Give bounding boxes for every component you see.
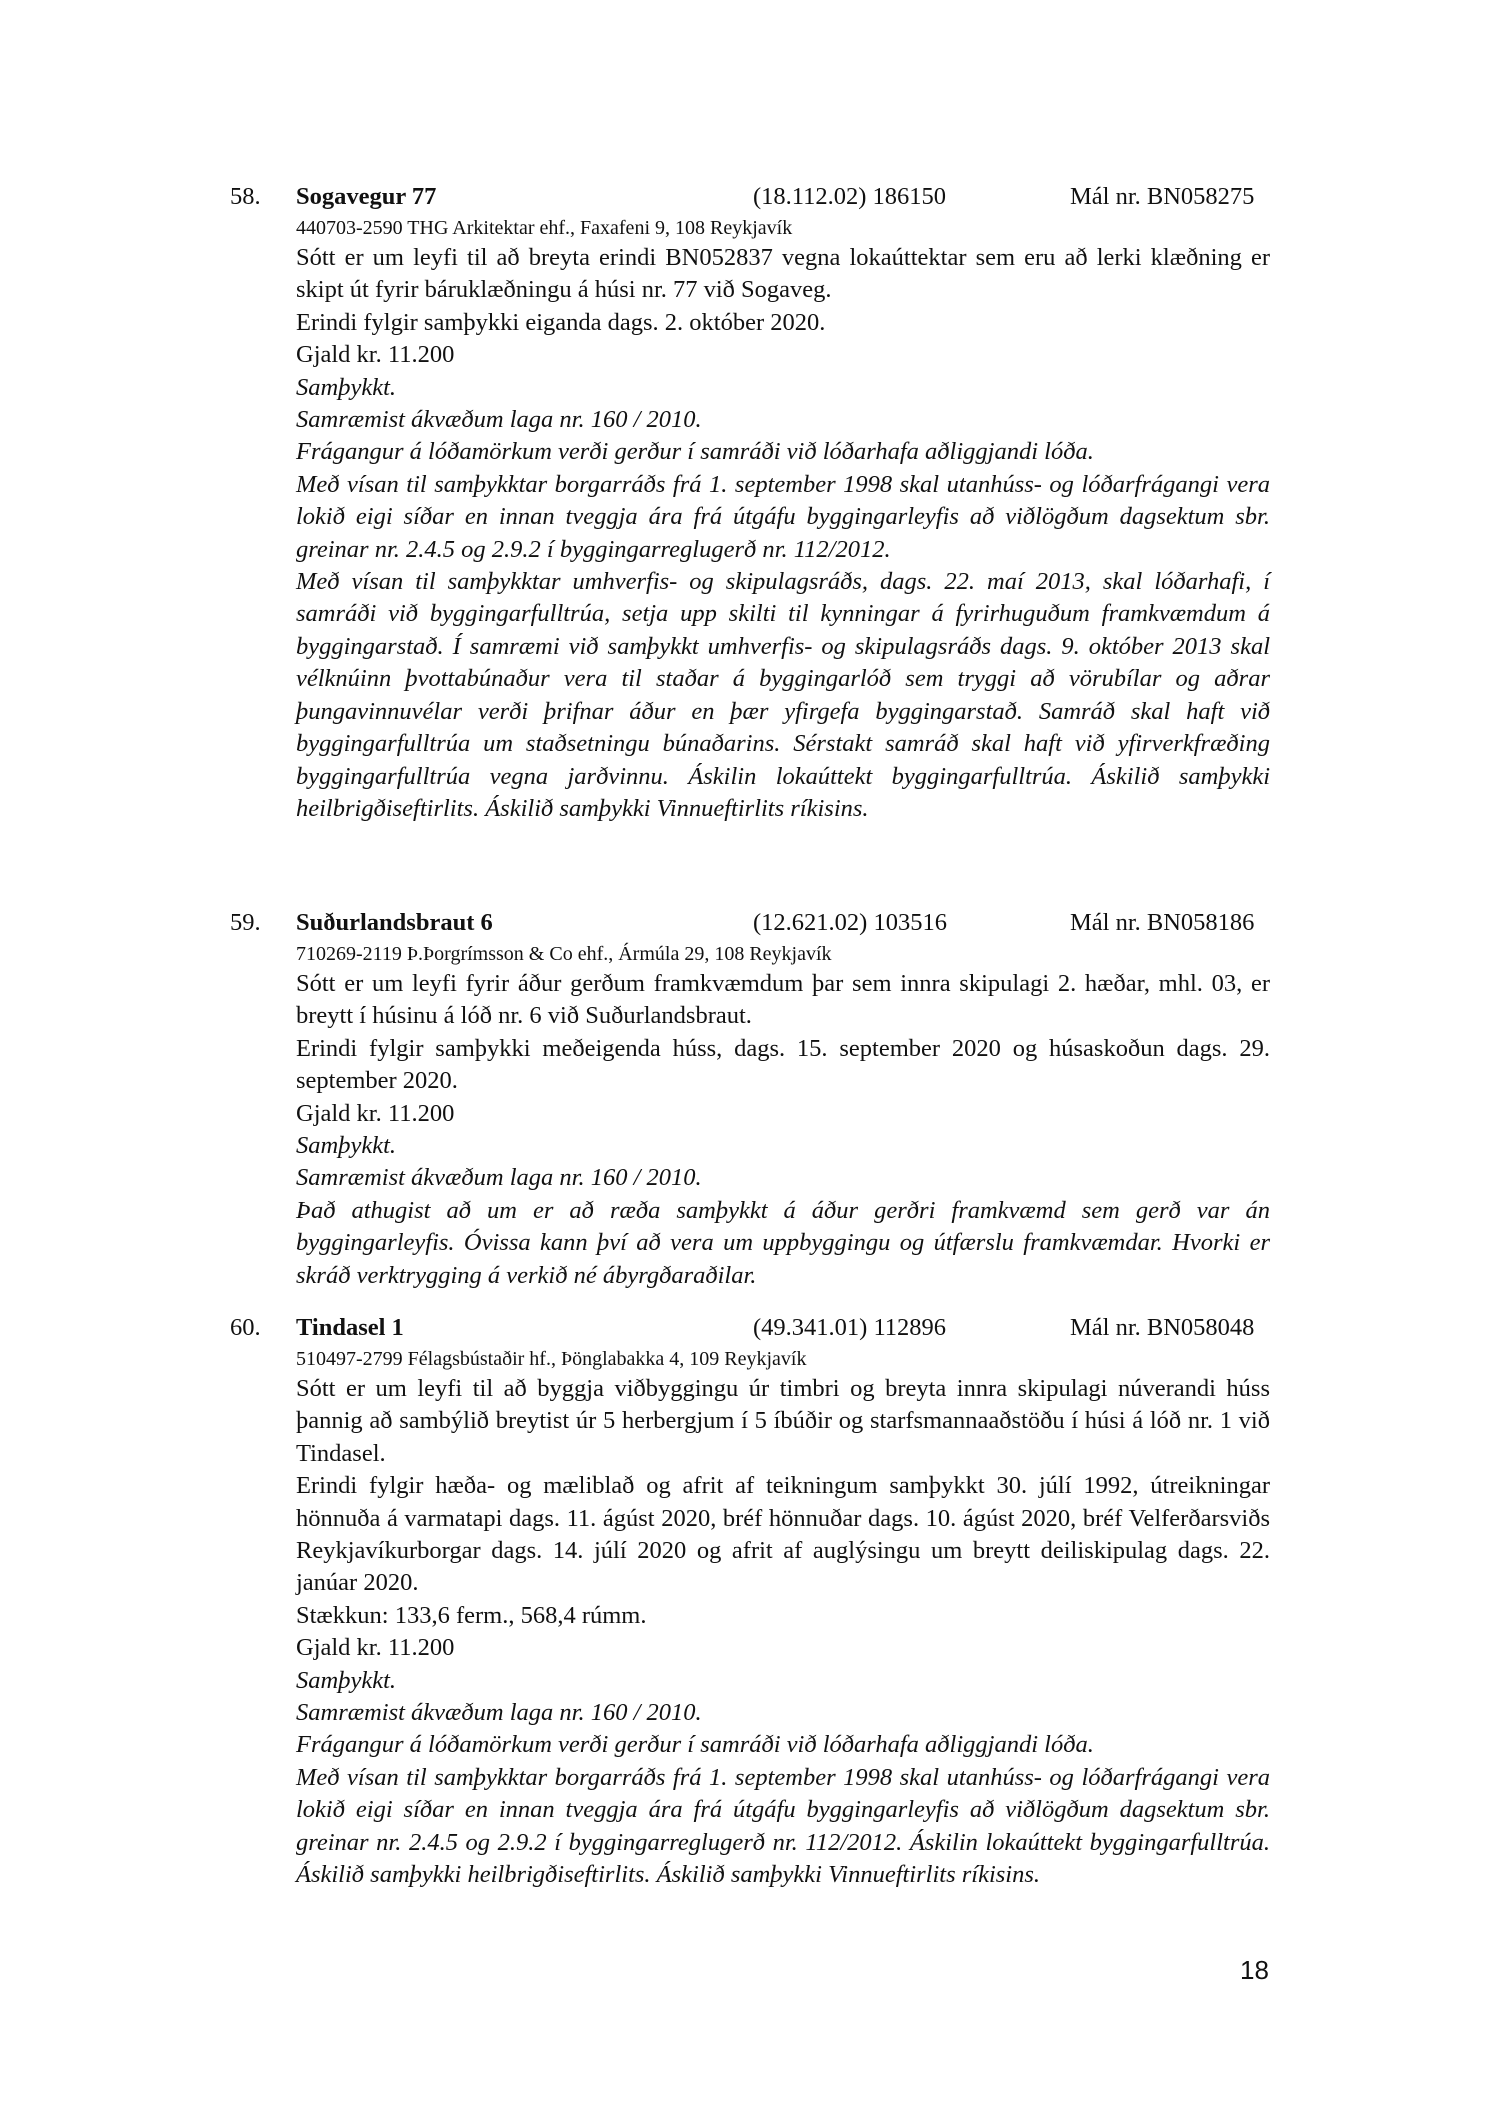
paragraph: Samræmist ákvæðum laga nr. 160 / 2010.: [296, 1699, 702, 1727]
property-code: (18.112.02) 186150: [753, 183, 947, 210]
paragraph: Samþykkt.: [296, 1666, 396, 1694]
entry-number: 59.: [230, 909, 261, 936]
paragraph: Samræmist ákvæðum laga nr. 160 / 2010.: [296, 406, 702, 434]
paragraph: Gjald kr. 11.200: [296, 1634, 455, 1662]
paragraph: Sótt er um leyfi fyrir áður gerðum framkvæmdum þar sem innra skipulagi 2. hæðar, mhl. 03, er breytt í húsinu á lóð nr. 6 við Suðurlandsbraut.: [296, 970, 1270, 1030]
applicant: 510497-2799 Félagsbústaðir hf., Þönglabakka 4, 109 Reykjavík: [296, 1348, 807, 1370]
paragraph: Sótt er um leyfi til að breyta erindi BN052837 vegna lokaúttektar sem eru að lerki klæðning er skipt út fyrir báruklæðningu á húsi nr. 77 við Sogaveg.: [296, 244, 1270, 304]
property-code: (12.621.02) 103516: [753, 909, 947, 936]
paragraph: Sótt er um leyfi til að byggja viðbyggingu úr timbri og breyta innra skipulagi núverandi húss þannig að sambýlið breytist úr 5 herbergjum í 5 íbúðir og starfsmannaaðstöðu í húsi á lóð nr. 1 við Tindasel.: [296, 1375, 1270, 1467]
paragraph: Með vísan til samþykktar borgarráðs frá 1. september 1998 skal utanhúss- og lóðarfrágangi vera lokið eigi síðar en innan tveggja ára frá útgáfu byggingarleyfis að viðlögðum dagsektum sbr. greinar nr. 2.4.5 og 2.9.2 í byggingarreglugerð nr. 112/2012.: [296, 470, 1270, 563]
paragraph: Erindi fylgir samþykki meðeigenda húss, dags. 15. september 2020 og húsaskoðun dags. 29. september 2020.: [296, 1034, 1270, 1095]
paragraph: Erindi fylgir hæða- og mæliblað og afrit af teikningum samþykkt 30. júlí 1992, útreikningar hönnuða á varmatapi dags. 11. ágúst 2020, bréf hönnuðar dags. 10. ágúst 2020, bréf Velferðarsviðs Reykjavíkurborgar dags. 14. júlí 2020 og afrit af auglýsingu um breytt deiliskipulag dags. 22. janúar 2020.: [296, 1472, 1270, 1597]
entry-60: [230, 1311, 1270, 1892]
paragraph: Með vísan til samþykktar umhverfis- og skipulagsráðs, dags. 22. maí 2013, skal lóðarhafi, í samráði við byggingarfulltrúa, setja upp skilti til kynningar á fyrirhuguðum framkvæmdum á byggingarstað. Í samræmi við samþykkt umhverfis- og skipulagsráðs dags. 9. október 2013 skal vélknúinn þvottabúnaður vera til staðar á byggingarlóð sem tryggi að vörubílar og aðrar þungavinnuvélar verði þrifnar áður en þær yfirgefa byggingarstað. Samráð skal haft við byggingarfulltrúa um staðsetningu búnaðarins. Sérstakt samráð skal haft við yfirverkfræðing byggingarfulltrúa vegna jarðvinnu. Áskilin lokaúttekt byggingarfulltrúa. Áskilið samþykki heilbrigðiseftirlits. Áskilið samþykki Vinnueftirlits ríkisins.: [296, 568, 1270, 822]
case-number: Mál nr. BN058275: [1070, 183, 1255, 210]
entry-header: [230, 906, 1270, 940]
entry-59: [230, 906, 1270, 1292]
applicant: 710269-2119 Þ.Þorgrímsson & Co ehf., Ármúla 29, 108 Reykjavík: [296, 943, 832, 965]
entry-number: 58.: [230, 183, 261, 210]
paragraph: Stækkun: 133,6 ferm., 568,4 rúmm.: [296, 1601, 647, 1629]
entry-header: [230, 180, 1270, 214]
entry-address: Suðurlandsbraut 6: [296, 909, 493, 936]
paragraph: Gjald kr. 11.200: [296, 1099, 455, 1127]
entry-header: [230, 1311, 1270, 1345]
entry-number: 60.: [230, 1314, 261, 1341]
page-number: 18: [1240, 1955, 1269, 1985]
case-number: Mál nr. BN058048: [1070, 1314, 1255, 1341]
paragraph: Frágangur á lóðamörkum verði gerður í samráði við lóðarhafa aðliggjandi lóða.: [296, 438, 1094, 466]
paragraph: Með vísan til samþykktar borgarráðs frá 1. september 1998 skal utanhúss- og lóðarfrágangi vera lokið eigi síðar en innan tveggja ára frá útgáfu byggingarleyfis að viðlögðum dagsektum sbr. greinar nr. 2.4.5 og 2.9.2 í byggingarreglugerð nr. 112/2012. Áskilin lokaúttekt byggingarfulltrúa. Áskilið samþykki heilbrigðiseftirlits. Áskilið samþykki Vinnueftirlits ríkisins.: [296, 1763, 1270, 1889]
paragraph: Samþykkt.: [296, 373, 396, 401]
entry-address: Tindasel 1: [296, 1314, 404, 1341]
applicant: 440703-2590 THG Arkitektar ehf., Faxafeni 9, 108 Reykjavík: [296, 217, 793, 239]
paragraph: Samþykkt.: [296, 1132, 396, 1160]
paragraph: Frágangur á lóðamörkum verði gerður í samráði við lóðarhafa aðliggjandi lóða.: [296, 1731, 1094, 1759]
paragraph: Það athugist að um er að ræða samþykkt á áður gerðri framkvæmd sem gerð var án byggingarleyfis. Óvissa kann því að vera um uppbyggingu og útfærslu framkvæmdar. Hvorki er skráð verktrygging á verkið né ábyrgðaraðilar.: [296, 1196, 1270, 1289]
paragraph: Erindi fylgir samþykki eiganda dags. 2. október 2020.: [296, 308, 826, 336]
paragraph: Gjald kr. 11.200: [296, 341, 455, 369]
property-code: (49.341.01) 112896: [753, 1314, 947, 1341]
entry-address: Sogavegur 77: [296, 183, 437, 210]
paragraph: Samræmist ákvæðum laga nr. 160 / 2010.: [296, 1164, 702, 1192]
entry-58: [230, 180, 1270, 825]
case-number: Mál nr. BN058186: [1070, 909, 1255, 936]
